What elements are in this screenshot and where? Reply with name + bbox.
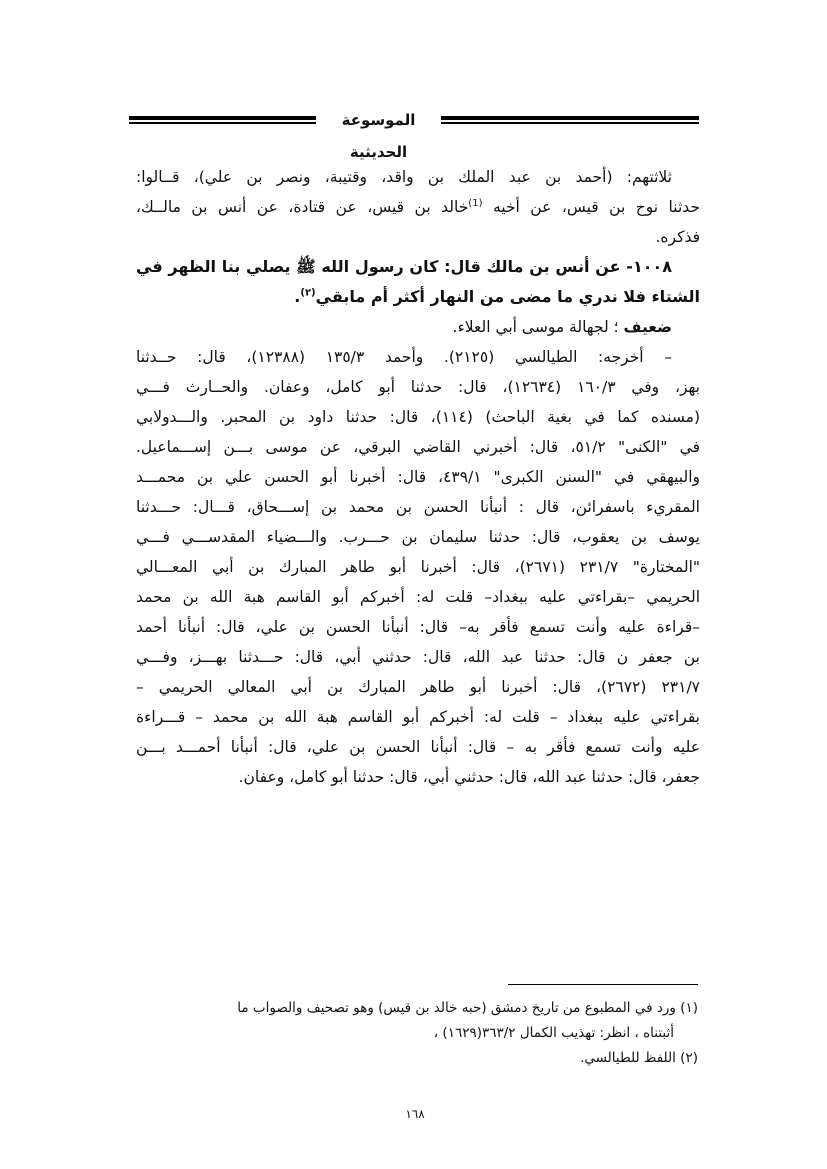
hadith-line: الشتاء فلا ندري ما مضى من النهار أكثر أم مابقي$^{(٢)}$. [294, 287, 700, 306]
footnote-line: (٢) اللفظ للطيالسي. [580, 1050, 698, 1066]
takhrij-line: بقراءتي عليه ببغداد – قلت له: أخبركم أبو القاسم هبة الله بن محمد – قـــراءة [136, 708, 700, 726]
takhrij-line: جعفر، قال: حدثنا عبد الله، قال: حدثني أبي، قال: حدثنا أبو كامل، وعفان. [238, 768, 700, 786]
takhrij-line: بن جعفر ن قال: حدثنا عبد الله، قال: حدثني أبي، قال: حـــدثنا بهـــز، وفـــي [136, 648, 700, 666]
takhrij-paragraph [136, 342, 700, 792]
takhrij-line: ٢٣١/٧ (٢٦٧٢)، قال: أخبرنا أبو طاهر المبارك بن أبي المعالي الحريمي – [136, 678, 700, 696]
grade-line [136, 312, 700, 342]
takhrij-line: – أخرجه: الطيالسي (٢١٢٥). وأحمد ١٣٥/٣ (١٢٣٨٨)، قال: حــدثنا [136, 348, 672, 366]
grade-label: ضعيف [623, 318, 672, 336]
takhrij-line: عليه وأنت تسمع فأقر به – قال: أنبأنا الحسن بن علي، قال: أنبأنا أحمـــد بـــن [136, 738, 700, 756]
footnote-ref-1[interactable]: (1) [468, 197, 483, 209]
paragraph-chain [136, 162, 700, 252]
footnotes [136, 996, 698, 1071]
footnote-separator [508, 984, 698, 985]
takhrij-line: يوسف بن يعقوب، قال: حدثنا سليمان بن حـــرب. والـــضياء المقدســـي فـــي [136, 528, 700, 546]
page-number: ١٦٨ [405, 1107, 425, 1121]
takhrij-line: "المختارة" ٢٣١/٧ (٢٦٧١)، قال: أخبرنا أبو طاهر المبارك بن أبي المعـــالي [136, 558, 700, 576]
takhrij-line: والبيهقي في "السنن الكبرى" ٤٣٩/١، قال: أخبرنا أبو الحسن علي بن محمـــد [136, 468, 700, 486]
takhrij-line: الحريمي –بقراءتي عليه ببغداد– قلت له: أخبركم أبو القاسم هبة الله بن محمد [136, 588, 700, 606]
hadith-line: ١٠٠٨- عن أنس بن مالك قال: كان رسول الله ﷺ يصلي بنا الظهر في [136, 257, 672, 276]
text-line: حدثنا نوح بن قيس، عن أخيه $^{(1)}$خالد بن قيس، عن قتادة، عن أنس بن مالــك، [136, 197, 700, 216]
header-rule-left [129, 116, 316, 120]
text-line: ثلاثتهم: (أحمد بن عبد الملك بن واقد، وقتيبة، ونصر بن علي)، قــالوا: [136, 168, 672, 186]
takhrij-line: المقريء باسفرائن، قال : أنبأنا الحسن بن محمد بن إســـحاق، قـــال: حـــدثنا [136, 498, 700, 516]
footnote-1 [136, 996, 698, 1046]
takhrij-line: بهز، وفي ١٦٠/٣ (١٢٦٣٤)، قال: حدثنا أبو كامل، وعفان. والحــارث فـــي [136, 378, 700, 396]
footnote-ref-2[interactable]: (٢) [300, 287, 316, 299]
hadith-text [136, 252, 700, 312]
header-rule-right [441, 116, 699, 120]
main-text [136, 162, 700, 792]
header-title: الموسوعة الحديثية [341, 111, 416, 161]
text-line: فذكره. [655, 228, 700, 246]
takhrij-line: –قراءة عليه وأنت تسمع فأقر به– قال: أنبأنا الحسن بن علي، قال: أنبأنا أحمد [136, 618, 700, 636]
grade-reason: ؛ لجهالة موسى أبي العلاء. [452, 318, 619, 336]
running-header [129, 104, 699, 161]
takhrij-line: (مسنده كما في بغية الباحث) (١١٤)، قال: حدثنا داود بن المحبر. والـــدولابي [136, 408, 700, 426]
footnote-line: أثبتناه ، انظر: تهذيب الكمال ٣٦٣/٢(١٦٢٩) ، [433, 1025, 674, 1041]
footnote-2 [136, 1046, 698, 1071]
takhrij-line: في "الكنى" ٥١/٢، قال: أخبرني القاضي البرقي، عن موسى بـــن إســـماعيل. [136, 438, 700, 456]
footnote-line: (١) ورد في المطبوع من تاريخ دمشق (حبه خالد بن قيس) وهو تصحيف والصواب ما [237, 1000, 698, 1016]
